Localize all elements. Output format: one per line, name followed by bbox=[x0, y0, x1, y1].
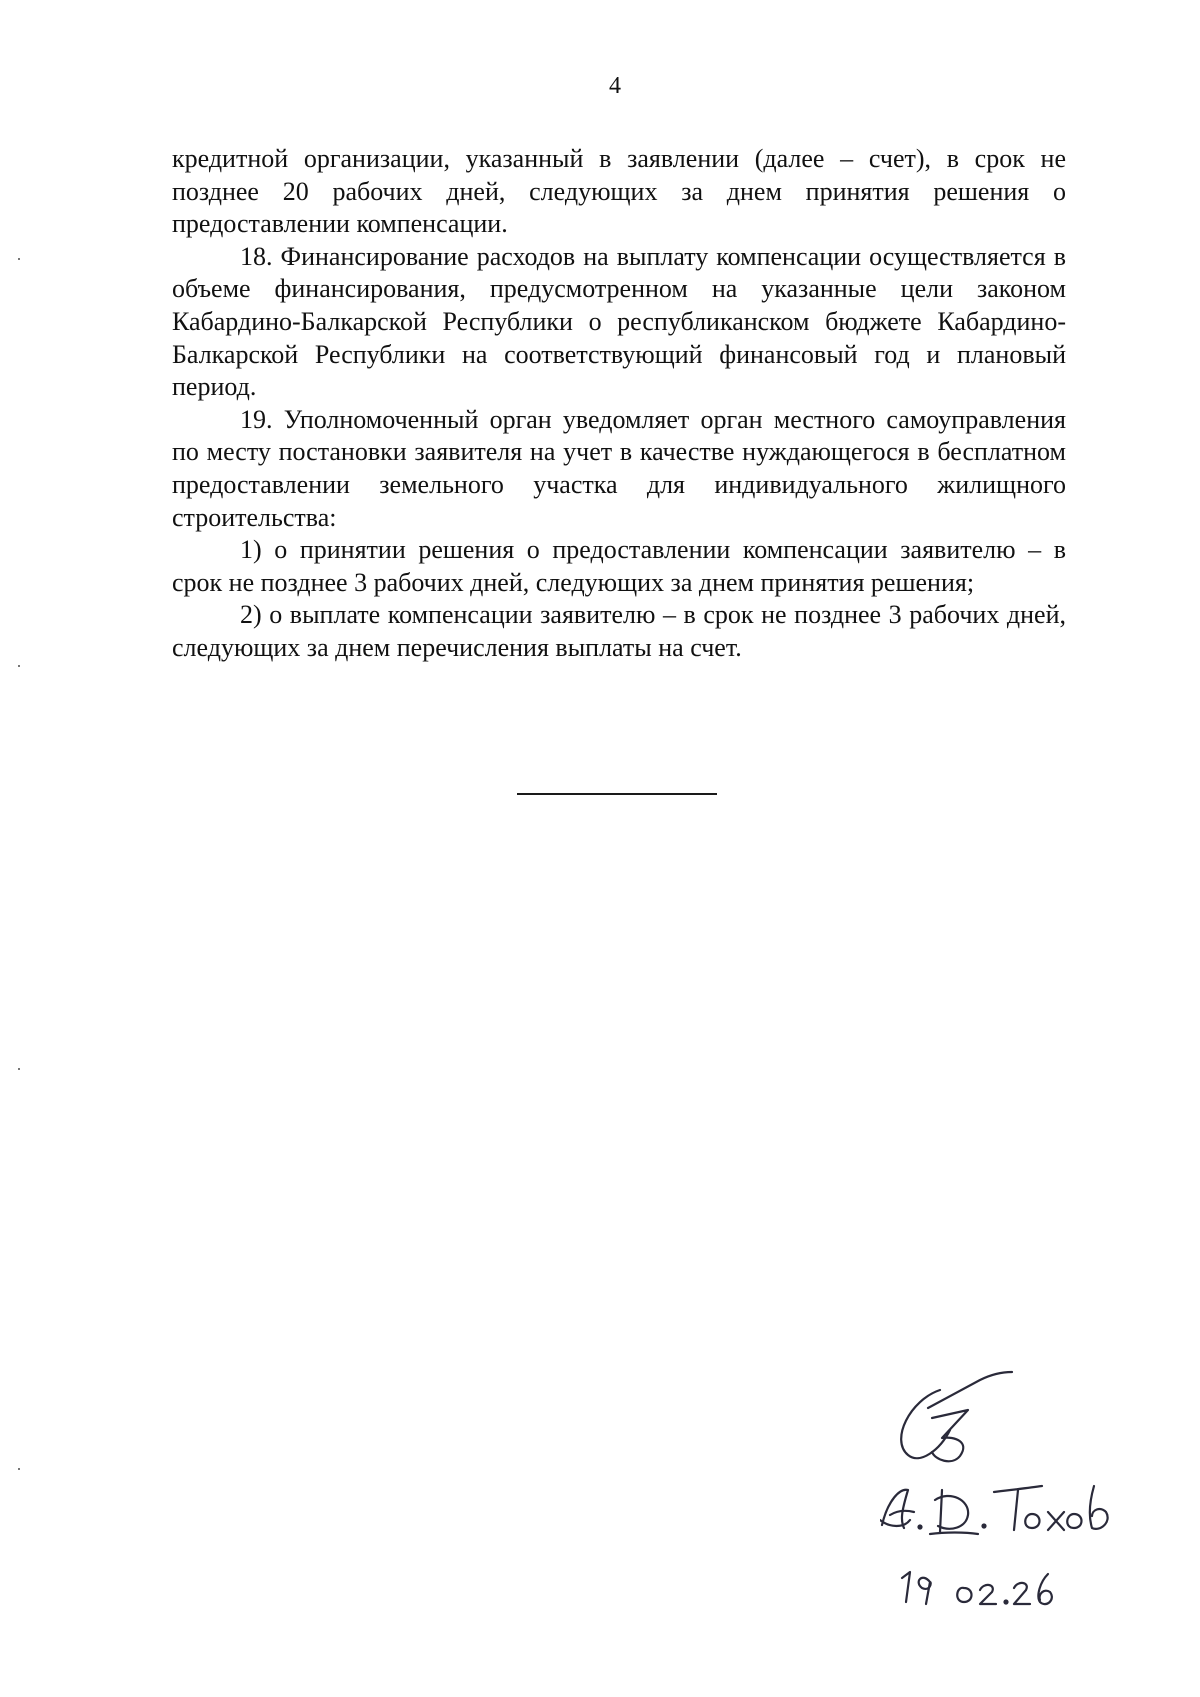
signature-block bbox=[880, 1360, 1140, 1620]
scan-mark bbox=[18, 258, 20, 260]
end-separator-line bbox=[517, 793, 717, 795]
document-body bbox=[172, 143, 1066, 665]
paragraph-18: 18. Финансирование расходов на выплату компенсации осуществляется в объеме финансирования, предусмотренном на указанные цели законом Кабардино-Балкарской Республики о республиканском бюджете Кабардино-Балкарской Республики на соответствующий финансовый год и плановый период. bbox=[172, 241, 1066, 402]
scan-mark bbox=[18, 1068, 20, 1070]
page-number: 4 bbox=[609, 73, 621, 99]
paragraph-19-item-1: 1) о принятии решения о предоставлении компенсации заявителю – в срок не позднее 3 рабочих дней, следующих за днем принятия решения; bbox=[172, 535, 1066, 597]
paragraph-19: 19. Уполномоченный орган уведомляет орган местного самоуправления по месту постановки заявителя на учет в качестве нуждающегося в бесплатном предоставлении земельного участка для индивидуального жилищного строительства: bbox=[172, 404, 1066, 532]
scan-mark bbox=[18, 1468, 20, 1470]
scan-mark bbox=[18, 665, 20, 667]
paragraph-continuation: кредитной организации, указанный в заявлении (далее – счет), в срок не позднее 20 рабочих дней, следующих за днем принятия решения о предоставлении компенсации. bbox=[172, 144, 1066, 239]
paragraph-19-item-2: 2) о выплате компенсации заявителю – в срок не позднее 3 рабочих дней, следующих за днем перечисления выплаты на счет. bbox=[172, 600, 1066, 662]
